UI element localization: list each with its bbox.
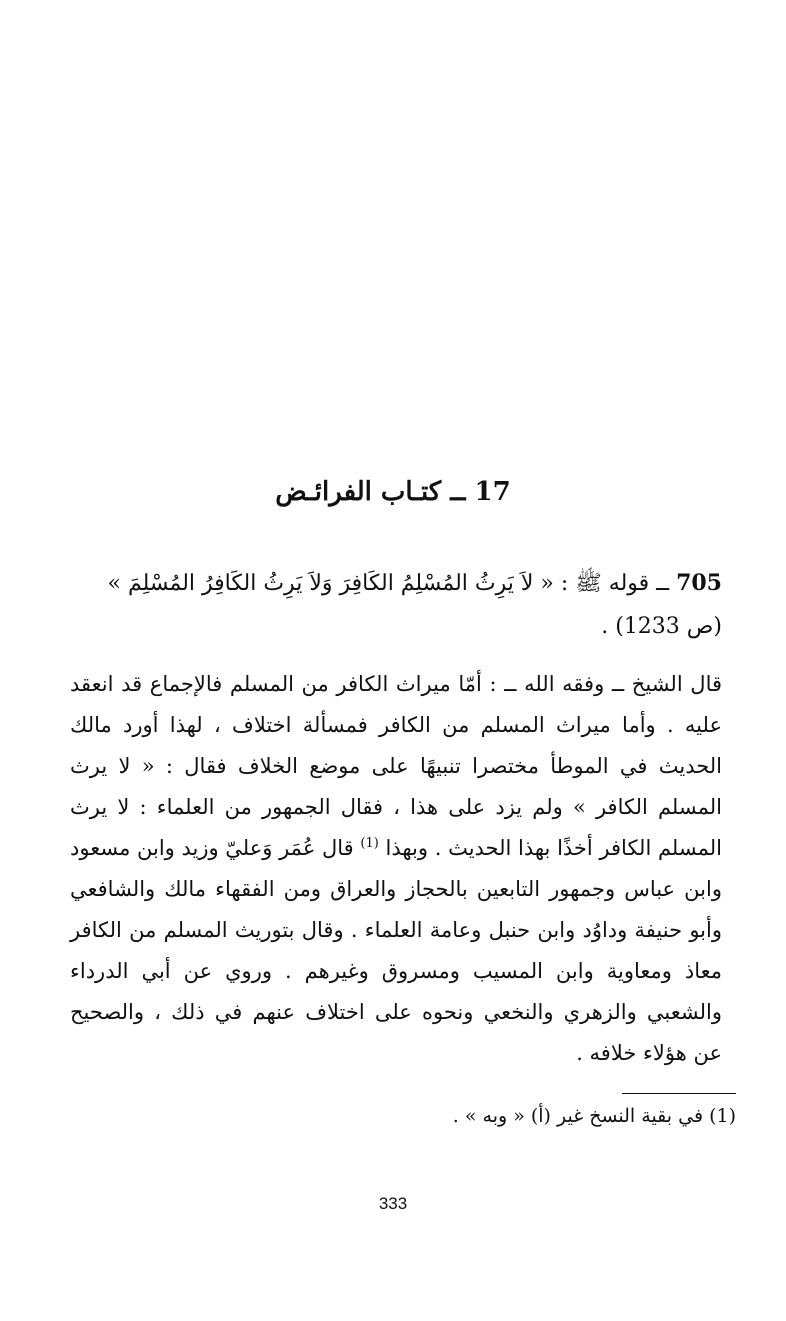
commentary-paragraph: [70, 664, 722, 1074]
hadith-entry: [70, 562, 722, 648]
footnote-separator: [622, 1093, 736, 1094]
page-number: 333: [378, 1194, 408, 1213]
chapter-title: 17 ــ كتـاب الفرائـض: [275, 477, 511, 507]
footnote: (1) في بقية النسخ غير (أ) « وبه » .: [452, 1105, 736, 1127]
hadith-number: 705: [676, 570, 722, 596]
footnote-marker: (1): [360, 836, 379, 851]
commentary-text-part-1: قال الشيخ ــ وفقه الله ــ : أمّا ميراث الكافر من المسلم فالإجماع قد انعقد عليه . وأما ميراث المسلم من الكافر فمسألة اختلاف ، لهذا أورد مالك الحديث في الموطأ مختصرا تنبيهًا على موضع الخلاف فقال : « لا يرث المسلم الكافر » ولم يزد على هذا ، فقال الجمهور من العلماء : لا يرث المسلم الكافر أخذًا بهذا الحديث . وبهذا: [70, 672, 722, 860]
hadith-text: ــ قوله ﷺ : « لاَ يَرِثُ المُسْلِمُ الكَافِرَ وَلاَ يَرِثُ الكَافِرُ المُسْلِمَ » (ص 1233) .: [107, 571, 722, 639]
commentary-text-part-2: قال عُمَر وَعليّ وزيد وابن مسعود وابن عباس وجمهور التابعين بالحجاز والعراق ومن الفقهاء مالك والشافعي وأبو حنيفة وداوُد وابن حنبل وعامة العلماء . وقال بتوريث المسلم من الكافر معاذ ومعاوية وابن المسيب ومسروق وغيرهم . وروي عن أبي الدرداء والشعبي والزهري والنخعي ونحوه على اختلاف عنهم في ذلك ، والصحيح عن هؤلاء خلافه .: [70, 836, 722, 1065]
